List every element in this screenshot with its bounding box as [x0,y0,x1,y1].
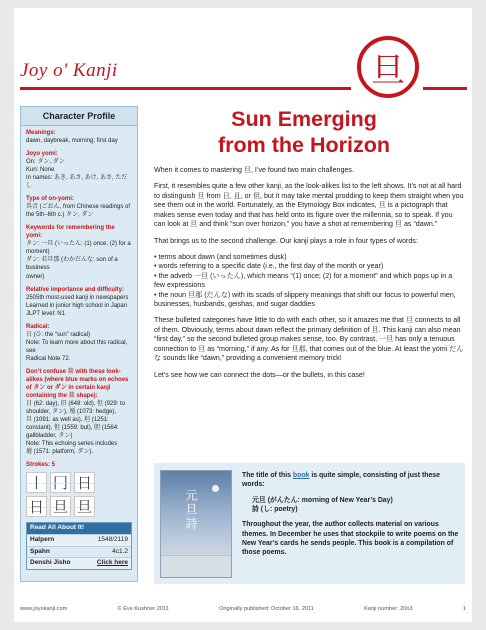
footer-site[interactable]: www.joyokanji.com [20,606,68,612]
book-vocab-2: 詩 (し: poetry) [252,505,298,513]
stroke-order-grid [26,472,132,517]
document-page [14,8,472,622]
kanji-emblem [357,36,419,98]
character-profile-sidebar [20,106,138,582]
profile-section-line: On: タン, ダン [26,159,65,166]
profile-section-line: 旦 (1091: as well as), 坦 (1251: [26,417,109,423]
reference-row[interactable] [27,557,131,569]
profile-section-line: タン: 一旦 (いったん; (1) once; (2) for a [26,241,131,248]
profile-section [26,195,132,219]
book-vocab-1: 元旦 (がんたん: morning of New Year’s Day) [252,496,393,504]
title-line-2: from the Horizon [218,133,390,157]
bullet-item: • the adverb 一旦 (いったん), which means “(1) once; (2) for a moment” and which pops up in a few expressions [154,271,453,290]
profile-section-line: Note: To learn more about this radical, see [26,339,128,354]
profile-section-heading: Relative importance and difficulty: [26,286,125,293]
stroke-order-step [26,496,47,517]
book-link[interactable]: book [292,472,310,479]
profile-section-line: 呉音 (ごおん, from Chinese readings of [26,204,131,211]
guide-line [75,507,94,508]
page-footer [20,606,466,612]
stroke-order-step [50,472,71,493]
profile-section-line: moment) [26,249,50,256]
reference-value: 1548/2119 [97,535,128,543]
profile-section-line: 2505th most-used kanji in newspapers [26,294,129,301]
paragraph-closing: Let’s see how we can connect the dots—or the bullets, in this case! [154,370,365,379]
profile-section-line: Radical Note 72. [26,355,71,362]
stroke-order-step [50,496,71,517]
stroke-character: 旦 [52,498,68,517]
reference-row [27,534,131,546]
profile-section-line: Note: This echoing series includes [26,441,118,448]
stroke-order-step [74,496,95,517]
strokes-label: Strokes: 5 [26,462,56,469]
profile-section-line: shoulder, タン), 壇 (1073: hedge), [26,408,117,415]
book-feature-box [154,463,465,584]
reference-value: 4c1.2 [112,547,128,555]
profile-section-line: constant), 但 (1559: but), 胆 (1564: [26,425,119,432]
horizon-shape [161,555,231,577]
sidebar-title: Character Profile [21,107,137,126]
book-intro-suffix: is quite simple, consisting of just these words: [242,472,440,489]
reference-row [27,546,131,558]
profile-section [26,286,132,318]
profile-section-line: the 5th–6th c.) タン, ダン [26,212,94,219]
header-rule-right [423,87,467,90]
read-all-about-it-table [26,522,132,570]
profile-section [26,323,132,363]
sidebar-body [21,126,137,456]
paragraph-second-challenge: That brings us to the second challenge. Our kanji plays a role in four types of words: [154,236,418,245]
book-description [242,471,460,564]
bullet-item: • terms about dawn (and sometimes dusk) [154,252,287,261]
guide-line [27,483,46,484]
reference-source: Spahn [30,547,50,555]
profile-section-heading: Don’t confuse 旦 with these look-alikes (where blue marks on echoes of タン or ダン in certain kanji containing the 旦 shape): [26,368,129,399]
profile-section-heading: Type of on-yomi: [26,196,74,203]
profile-section [26,150,132,190]
article-title [154,106,454,158]
stroke-character: 丨 [28,474,44,493]
bullet-list [154,253,464,310]
profile-section [26,129,132,145]
reference-source: Denshi Jisho [30,559,71,567]
footer-kanji-number: Kanji number: 20n3 [364,606,413,612]
stroke-character: 旦 [76,498,92,517]
profile-section-line: owner) [26,273,45,280]
profile-section-line: 日 (62: day), 旧 (648: old), 但 (929: to [26,400,126,407]
profile-section-heading: Radical: [26,323,50,330]
footer-copyright: © Eve Kushner 2011 [117,606,169,612]
title-line-1: Sun Emerging [231,107,377,131]
profile-section-line: gallbladder, タン) [26,433,73,440]
profile-section-line: Kun: None [26,167,55,174]
profile-section-line: In names: あき, あさ, あけ, あさ, ただし [26,175,128,190]
book-cover-image [160,470,232,578]
profile-section-heading: Keywords for remembering the yomi: [26,225,115,240]
profile-section-line: ダン: 若旦那 (わかだんな: son of a business [26,257,118,272]
profile-section-line: Learned in junior high school in Japan [26,302,128,309]
paragraph-categories: These bulleted categories have little to do with each other, so it amazes me that 旦 connects to all of them. Obviously, terms about dawn reflect the primary definition of 旦. This kanji can also mean “first day,” so the second bulleted group makes sense, too. By contrast, 一旦 has only a tenuous connection to 旦 as “morning,” if any. As for 旦那, that comes out of the blue. At least the yomi だんな sounds like “dawn,” providing a convenient memory trick! [154,316,464,363]
bullet-item: • words referring to a specific date (i.e., the first day of the month or year) [154,262,384,271]
profile-section-heading: Joyo yomi: [26,151,58,158]
joy-o-kanji-logo[interactable]: Joy o' Kanji [20,60,118,81]
guide-line [27,507,46,508]
moon-shape [212,485,219,492]
reference-value[interactable]: Click here [96,559,128,567]
profile-section [26,224,132,280]
kanji-character: 旦 [371,50,405,91]
profile-section-line: 壇 (1571: platform, ダン). [26,449,94,456]
paragraph-first-challenge: First, it resembles quite a few other kanji, as the look-alikes list to the left shows. It’s not at all hard to distinguish 旦 from 日, 且, or 但, but it may take mental prodding to keep them straight when you see them out in the world. Fortunately, as the Etymology Box indicates, 旦 is a pictograph that makes sense even today and that has held onto its figure over the millennia, so to speak. If you can look at 旦 and think “sun over horizon,” you have a shot at remembering 旦 as “dawn.” [154,182,464,229]
book-intro-prefix: The title of this [242,472,291,479]
article-body [154,166,464,387]
read-all-about-it-title: Read All About It! [27,523,131,534]
guide-line [75,483,94,484]
stroke-character: 日 [76,474,92,493]
stroke-character: 冂 [52,474,68,493]
footer-page-number: 1 [462,606,466,612]
book-desc: Throughout the year, the author collects material on various themes. In December he uses that stockpile to write poems on the New Year’s cards he sends people. This book is a compilation of those poems. [242,521,459,557]
footer-posted: Originally published: October 16, 2011 [219,606,314,612]
profile-section [26,368,132,456]
guide-line [51,483,70,484]
stroke-order-step [74,472,95,493]
strokes-section [21,461,137,517]
bullet-item: • the noun 旦那 (だんな) with its scads of slippery meanings that shift our focus to powerful men, businesses, husbands, geishas, and sugar daddies [154,290,456,309]
profile-section-line: 日 (ひ: the “sun” radical) [26,331,91,338]
profile-section-line: JLPT level: N1 [26,310,65,317]
reference-source: Halpern [30,535,55,543]
stroke-order-step [26,472,47,493]
profile-section-line: dawn, daybreak, morning; first day [26,138,118,145]
paragraph-intro: When it comes to mastering 旦, I’ve found two main challenges. [154,166,354,174]
guide-line [51,507,70,508]
book-cover-title: 元旦詩 [184,489,198,531]
profile-section-heading: Meanings: [26,130,56,136]
stroke-character: 日 [28,498,44,517]
header-rule-left [20,87,351,90]
